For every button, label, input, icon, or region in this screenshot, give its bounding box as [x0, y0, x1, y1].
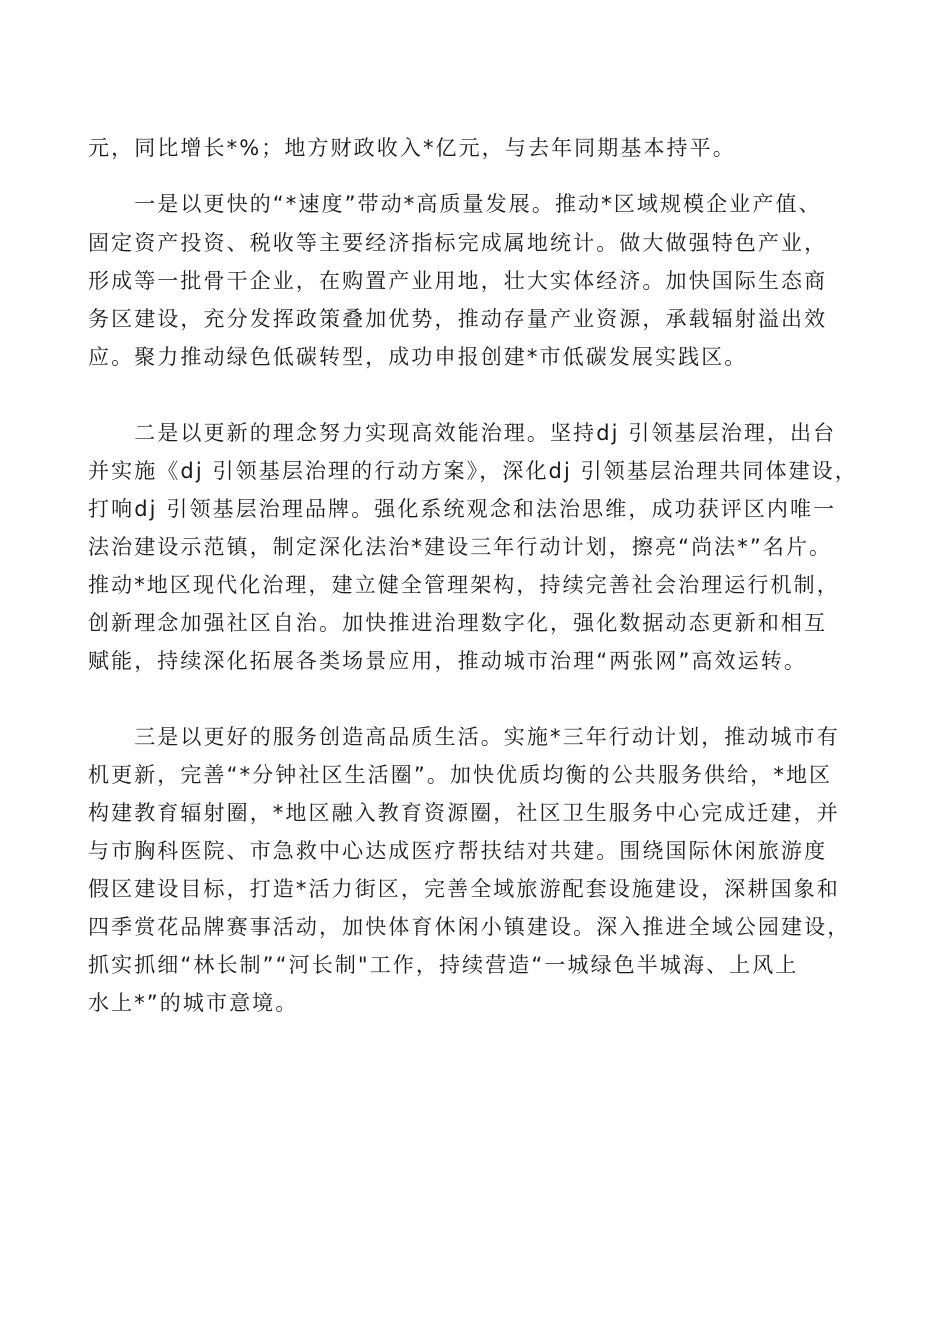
- paragraph-3-line-0: 三是以更好的服务创造高品质生活。实施*三年行动计划，推动城市有: [88, 725, 840, 749]
- paragraph-2-line-3: 法治建设示范镇，制定深化法治*建设三年行动计划，擦亮“尚法*”名片。: [88, 535, 833, 559]
- paragraph-3-line-4: 假区建设目标，打造*活力街区，完善全域旅游配套设施建设，深耕国象和: [88, 877, 840, 901]
- paragraph-1-line-2: 形成等一批骨干企业，在购置产业用地，壮大实体经济。加快国际生态商: [88, 269, 828, 293]
- paragraph-0-line-0: 元，同比增长*%；地方财政收入*亿元，与去年同期基本持平。: [88, 136, 736, 160]
- paragraph-1-line-0: 一是以更快的“*速度”带动*高质量发展。推动*区域规模企业产值、: [88, 192, 822, 216]
- paragraph-3-line-6: 抓实抓细“林长制”“河长制"工作，持续营造“一城绿色半城海、上风上: [88, 953, 799, 977]
- paragraph-1-line-3: 务区建设，充分发挥政策叠加优势，推动存量产业资源，承载辐射溢出效: [88, 307, 828, 331]
- paragraph-2-line-6: 赋能，持续深化拓展各类场景应用，推动城市治理“两张网”高效运转。: [88, 649, 807, 673]
- paragraph-2-line-2: 打响dj 引领基层治理品牌。强化系统观念和法治思维，成功获评区内唯一: [88, 497, 837, 521]
- paragraph-3-line-1: 机更新，完善“*分钟社区生活圈”。加快优质均衡的公共服务供给，*地区: [88, 763, 833, 787]
- paragraph-3-line-7: 水上*”的城市意境。: [88, 991, 299, 1015]
- paragraph-2-line-0: 二是以更新的理念努力实现高效能治理。坚持dj 引领基层治理，出台: [88, 421, 837, 445]
- paragraph-1-line-4: 应。聚力推动绿色低碳转型，成功申报创建*市低碳发展实践区。: [88, 345, 748, 369]
- paragraph-1-line-1: 固定资产投资、税收等主要经济指标完成属地统计。做大做强特色产业，: [88, 231, 828, 255]
- paragraph-3-line-3: 与市胸科医院、市急救中心达成医疗帮扶结对共建。围绕国际休闲旅游度: [88, 839, 828, 863]
- paragraph-2-line-1: 并实施《dj 引领基层治理的行动方案》，深化dj 引领基层治理共同体建设，: [88, 459, 858, 483]
- paragraph-3-line-2: 构建教育辐射圈，*地区融入教育资源圈，社区卫生服务中心完成迁建，并: [88, 801, 840, 825]
- paragraph-2-line-5: 创新理念加强社区自治。加快推进治理数字化，强化数据动态更新和相互: [88, 611, 828, 635]
- paragraph-3-line-5: 四季赏花品牌赛事活动，加快体育休闲小镇建设。深入推进全域公园建设，: [88, 915, 851, 939]
- paragraph-2-line-4: 推动*地区现代化治理，建立健全管理架构，持续完善社会治理运行机制，: [88, 573, 840, 597]
